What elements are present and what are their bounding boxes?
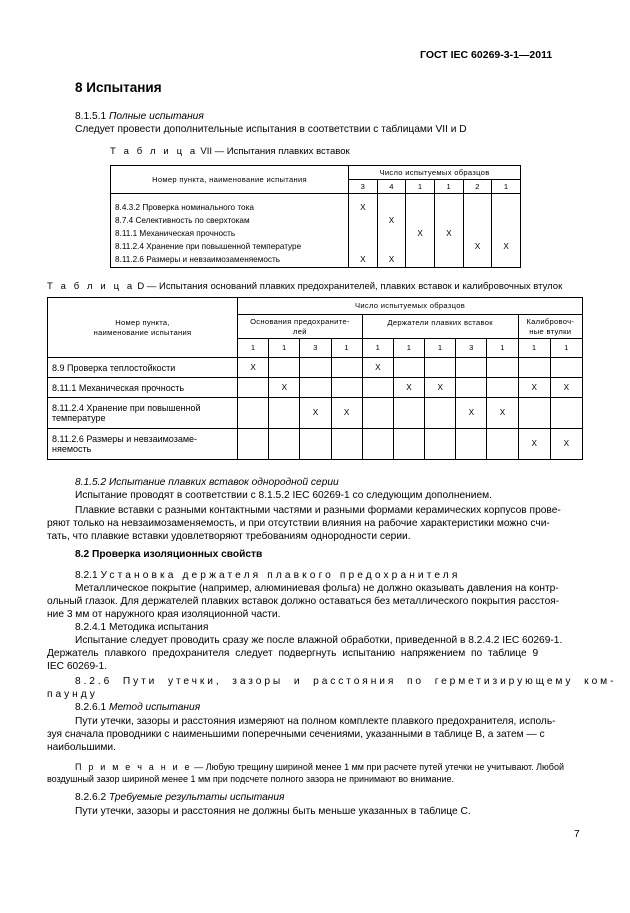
count-cell: 1	[362, 339, 393, 358]
row-label: 8.7.4 Селективность по сверхтокам	[111, 215, 349, 228]
tableD-header-left	[48, 298, 238, 358]
mark-cell	[331, 358, 362, 378]
table-caption-text: D — Испытания оснований плавких предохранителей, плавких вставок и калибровочных втулок	[137, 281, 563, 292]
count-cell: 3	[456, 339, 487, 358]
header-line: ные втулки	[529, 326, 572, 336]
mark-cell	[269, 358, 300, 378]
paragraph-line: Плавкие вставки с разными контактными частями и разными формами керамических корпусов прове-	[75, 505, 561, 516]
mark-cell: X	[406, 228, 435, 241]
count-cell: 3	[300, 339, 331, 358]
mark-cell	[518, 398, 550, 429]
section-title: 8 Испытания	[75, 80, 162, 95]
paragraph-line: ольный глазок. Для держателей плавких вставок должно оставаться без металлического покрытия расстоя-	[47, 596, 560, 607]
mark-cell	[393, 358, 424, 378]
count-cell: 1	[518, 339, 550, 358]
tableD-group-holders: Держатели плавких вставок	[362, 315, 518, 339]
row-label-line: температуре	[52, 413, 106, 423]
mark-cell	[362, 398, 393, 429]
mark-cell	[362, 378, 393, 398]
tableD-header-group: Число испытуемых образцов	[238, 298, 583, 315]
mark-cell	[406, 215, 435, 228]
clause-8151-text: Следует провести дополнительные испытания в соответствии с таблицами VII и D	[75, 124, 467, 135]
table-row	[111, 215, 521, 228]
paragraph-line: IEC 60269-1.	[47, 661, 108, 672]
clause-8262-heading	[75, 792, 285, 804]
row-label: 8.11.2.4 Хранение при повышенной температуре	[111, 241, 349, 254]
paragraph-line: зуя сначала проводники с наименьшими поперечными сечениями, указанными в таблице В, а затем — с	[47, 729, 545, 740]
mark-cell: X	[377, 215, 406, 228]
row-label	[48, 398, 238, 429]
mark-cell	[349, 228, 378, 241]
row-label: 8.11.1 Механическая прочность	[111, 228, 349, 241]
mark-cell	[456, 429, 487, 460]
mark-cell	[434, 254, 463, 268]
mark-cell	[456, 378, 487, 398]
mark-cell	[492, 202, 521, 215]
mark-cell: X	[550, 378, 582, 398]
clause-8241-heading: 8.2.4.1 Методика испытания	[75, 622, 209, 633]
mark-cell	[434, 241, 463, 254]
mark-cell	[362, 429, 393, 460]
count-cell: 1	[238, 339, 269, 358]
mark-cell	[456, 358, 487, 378]
mark-cell	[463, 215, 492, 228]
row-label-line: няемость	[52, 444, 92, 454]
clause-title: Установка держателя плавкого предохранителя	[100, 570, 461, 581]
table7-header-left: Номер пункта, наименование испытания	[111, 166, 349, 194]
mark-cell	[487, 378, 518, 398]
note	[75, 761, 564, 773]
table-row	[111, 202, 521, 215]
count-cell: 1	[492, 180, 521, 194]
table-label: Т а б л и ц а	[110, 146, 198, 157]
mark-cell: X	[456, 398, 487, 429]
table-row	[48, 429, 583, 460]
count-cell: 1	[550, 339, 582, 358]
paragraph-line: тать, что плавкие вставки удовлетворяют требованиям однородности серии.	[47, 531, 411, 542]
mark-cell	[238, 398, 269, 429]
count-cell: 1	[331, 339, 362, 358]
clause-title: Метод испытания	[109, 702, 201, 713]
table7-caption	[110, 146, 350, 158]
paragraph-line: ряют только на невзаимозаменяемость, и при отсутствии влияния на рабочие характеристики можно счи-	[47, 518, 550, 529]
clause-title: Полные испытания	[109, 111, 204, 122]
mark-cell	[349, 215, 378, 228]
clause-number: 8.2.6.2	[75, 792, 107, 803]
header-line: Номер пункта,	[115, 317, 170, 327]
mark-cell	[406, 241, 435, 254]
count-cell: 1	[487, 339, 518, 358]
note-text: — Любую трещину шириной менее 1 мм при расчете путей утечки не учитывают. Любой	[194, 762, 564, 772]
mark-cell	[434, 202, 463, 215]
mark-cell: X	[238, 358, 269, 378]
count-cell: 4	[377, 180, 406, 194]
mark-cell: X	[518, 378, 550, 398]
table7-header-group: Число испытуемых образцов	[349, 166, 521, 180]
mark-cell: X	[434, 228, 463, 241]
note-label: П р и м е ч а н и е	[75, 762, 192, 772]
tableD-group-bases	[238, 315, 363, 339]
tableD	[47, 297, 583, 460]
mark-cell: X	[492, 241, 521, 254]
table-row	[111, 228, 521, 241]
paragraph-line: ние 3 мм от наружного края изоляционной части.	[47, 609, 281, 620]
row-label: 8.11.2.6 Размеры и невзаимозаменяемость	[111, 254, 349, 268]
header-line: наименование испытания	[93, 327, 192, 337]
note-text-cont: воздушный зазор шириной менее 1 мм при подсчете полного зазора не принимают во внимание.	[47, 774, 454, 784]
clause-number: 8.1.5.1	[75, 111, 107, 122]
clause-number: 8.2.1	[75, 570, 98, 581]
mark-cell	[300, 358, 331, 378]
mark-cell: X	[518, 429, 550, 460]
mark-cell: X	[550, 429, 582, 460]
paragraph-line: Пути утечки, зазоры и расстояния измеряют на полном комплекте плавкого предохранителя, исполь-	[75, 716, 556, 727]
clause-number: 8.2.6.1	[75, 702, 107, 713]
mark-cell	[331, 429, 362, 460]
clause-title: Требуемые результаты испытания	[109, 792, 285, 803]
row-label	[48, 358, 238, 378]
mark-cell	[269, 429, 300, 460]
count-cell: 1	[434, 180, 463, 194]
count-cell: 3	[349, 180, 378, 194]
header-line: лей	[293, 326, 307, 336]
mark-cell: X	[463, 241, 492, 254]
paragraph-line: наибольшими.	[47, 742, 116, 753]
mark-cell	[300, 378, 331, 398]
table7	[110, 165, 521, 268]
clause-8261-heading	[75, 702, 200, 714]
mark-cell	[425, 398, 456, 429]
mark-cell	[463, 254, 492, 268]
mark-cell: X	[349, 254, 378, 268]
mark-cell	[487, 358, 518, 378]
count-cell: 1	[393, 339, 424, 358]
mark-cell	[487, 429, 518, 460]
mark-cell: X	[349, 202, 378, 215]
row-label-line: 8.11.1 Механическая прочность	[52, 382, 185, 393]
row-label	[48, 378, 238, 398]
mark-cell	[377, 202, 406, 215]
paragraph-line: Испытание следует проводить сразу же после влажной обработки, приведенной в 8.2.4.2 IEC 60269-1.	[75, 635, 563, 646]
mark-cell	[550, 358, 582, 378]
mark-cell	[492, 228, 521, 241]
mark-cell	[269, 398, 300, 429]
count-cell: 1	[425, 339, 456, 358]
document-id: ГОСТ IEC 60269-3-1—2011	[420, 49, 553, 61]
mark-cell: X	[393, 378, 424, 398]
clause-826-heading-cont: паунду	[47, 689, 98, 700]
mark-cell	[406, 202, 435, 215]
mark-cell	[406, 254, 435, 268]
count-cell: 2	[463, 180, 492, 194]
mark-cell	[463, 202, 492, 215]
mark-cell	[377, 241, 406, 254]
count-cell: 1	[269, 339, 300, 358]
mark-cell	[518, 358, 550, 378]
table-label: Т а б л и ц а	[47, 281, 135, 292]
mark-cell: X	[362, 358, 393, 378]
clause-821-heading	[75, 570, 460, 582]
header-line: Калибровоч-	[526, 316, 575, 326]
mark-cell	[300, 429, 331, 460]
mark-cell	[349, 241, 378, 254]
page-number: 7	[574, 829, 580, 840]
mark-cell	[238, 429, 269, 460]
mark-cell	[434, 215, 463, 228]
row-label-line: 8.11.2.6 Размеры и невзаимозаме-	[52, 434, 198, 444]
mark-cell	[550, 398, 582, 429]
count-cell: 1	[406, 180, 435, 194]
mark-cell: X	[487, 398, 518, 429]
header-line: Основания предохраните-	[250, 316, 350, 326]
mark-cell: X	[331, 398, 362, 429]
tableD-group-sleeves	[518, 315, 582, 339]
row-label: 8.4.3.2 Проверка номинального тока	[111, 202, 349, 215]
mark-cell	[393, 429, 424, 460]
tableD-caption	[47, 281, 562, 293]
mark-cell	[238, 378, 269, 398]
table-row	[111, 241, 521, 254]
mark-cell	[492, 215, 521, 228]
section-82-title: 8.2 Проверка изоляционных свойств	[75, 549, 263, 560]
mark-cell	[425, 429, 456, 460]
mark-cell	[331, 378, 362, 398]
paragraph-line: Держатель плавкого предохранителя следует подвергнуть испытанию напряжением по таблице 9	[47, 648, 539, 659]
clause-8151-heading	[75, 111, 204, 123]
mark-cell	[393, 398, 424, 429]
paragraph: Пути утечки, зазоры и расстояния не должны быть меньше указанных в таблице С.	[75, 806, 471, 817]
mark-cell	[425, 358, 456, 378]
mark-cell: X	[425, 378, 456, 398]
mark-cell	[377, 228, 406, 241]
mark-cell: X	[269, 378, 300, 398]
paragraph-line: Металлическое покрытие (например, алюминиевая фольга) не должно оказывать давления на контр-	[75, 583, 559, 594]
row-label-line: 8.11.2.4 Хранение при повышенной	[52, 403, 201, 413]
table-caption-text: VII — Испытания плавких вставок	[200, 146, 350, 157]
mark-cell: X	[377, 254, 406, 268]
table-row	[111, 254, 521, 268]
table-row	[48, 358, 583, 378]
mark-cell	[492, 254, 521, 268]
table-row	[48, 378, 583, 398]
table-row	[48, 398, 583, 429]
row-label	[48, 429, 238, 460]
mark-cell: X	[300, 398, 331, 429]
clause-8152-heading: 8.1.5.2 Испытание плавких вставок однородной серии	[75, 477, 339, 488]
row-label-line: 8.9 Проверка теплостойкости	[52, 362, 176, 373]
clause-826-heading: 8.2.6 Пути утечки, зазоры и расстояния по герметизирующему ком-	[75, 676, 617, 687]
paragraph: Испытание проводят в соответствии с 8.1.5.2 IEC 60269-1 со следующим дополнением.	[75, 490, 492, 501]
mark-cell	[463, 228, 492, 241]
